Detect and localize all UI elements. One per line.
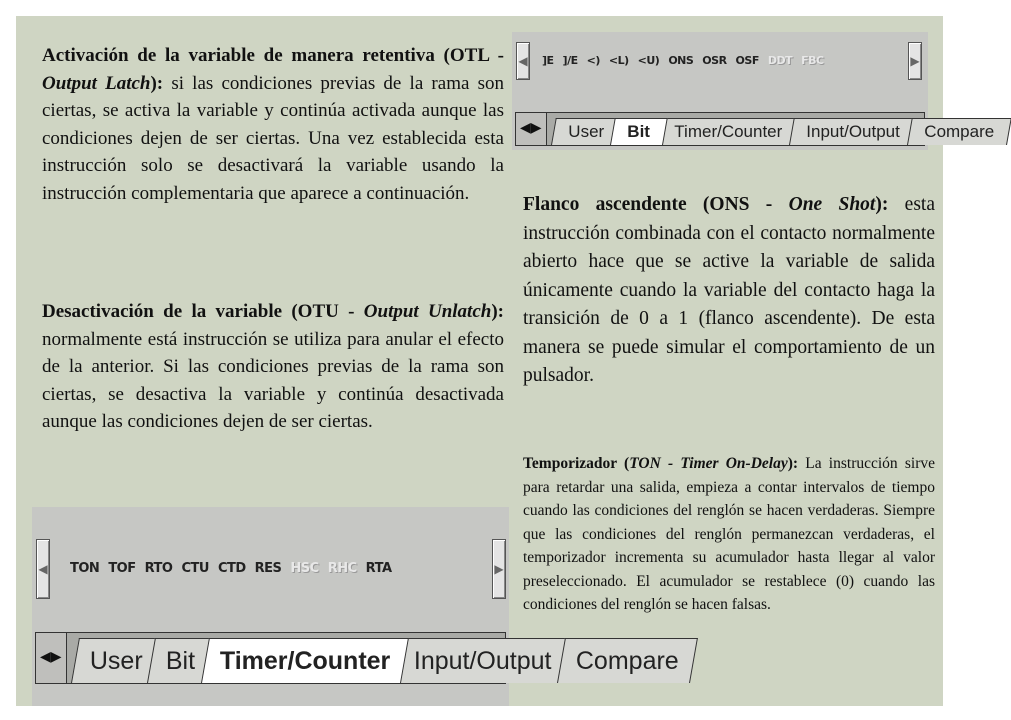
bit-instruction-row xyxy=(542,54,833,67)
tab-input-output[interactable] xyxy=(789,118,917,145)
timer-instruction-ctu-3[interactable]: CTU xyxy=(181,561,209,576)
tab-label: Compare xyxy=(924,122,994,141)
bit-instruction-e-1[interactable]: ]/E xyxy=(562,54,578,67)
bit-instruction-ddt-8[interactable]: DDT xyxy=(767,54,793,67)
ton-title-end: ): xyxy=(787,455,799,472)
tab-label: Timer/Counter xyxy=(219,647,390,675)
bit-instruction-toolbar xyxy=(512,32,994,150)
timer-tabs xyxy=(67,638,684,683)
otl-body: si las condiciones previas de la rama son ciertas, se activa la variable y continúa activada aunque las condiciones dejen de ser ciertas. Una vez establecida esta instrucción solo se desactivará la variable usando la instrucción complementaria que aparece a continuación. xyxy=(42,72,504,204)
tab-scroll-arrows[interactable] xyxy=(36,633,67,683)
bit-instruction-ons-5[interactable]: ONS xyxy=(668,54,694,67)
tab-input-output[interactable] xyxy=(395,638,571,683)
bit-tabs xyxy=(547,118,1001,145)
scroll-left-icon: ◀ xyxy=(518,54,528,68)
tab-compare[interactable] xyxy=(907,118,1011,145)
otu-paragraph xyxy=(42,298,504,436)
tab-right-icon[interactable]: ▶ xyxy=(50,650,62,665)
ons-paragraph xyxy=(523,191,935,391)
bit-instruction-e-0[interactable]: ]E xyxy=(542,54,554,67)
tab-label: User xyxy=(89,647,143,675)
otl-title-end: ): xyxy=(150,72,164,94)
ons-abbr: One Shot xyxy=(788,194,876,215)
timer-instruction-ctd-4[interactable]: CTD xyxy=(217,561,246,576)
tab-label: Compare xyxy=(575,647,679,675)
tab-scroll-arrows[interactable] xyxy=(516,113,547,145)
slide xyxy=(16,16,994,706)
scroll-right-icon: ▶ xyxy=(910,54,920,68)
tab-label: User xyxy=(567,122,604,141)
scroll-right-button[interactable] xyxy=(492,539,506,599)
ton-body: La instrucción sirve para retardar una salida, empieza a contar intervalos de tiempo cuando las condiciones del renglón se hacen verdaderas. Siempre que las condiciones del renglón permanezcan verdaderas, el temporizador incrementa su acumulador hasta llegar al valor preseleccionado. El acumulador se restablece (0) cuando las condiciones del renglón se hacen falsas. xyxy=(523,455,936,613)
otl-abbr: Output Latch xyxy=(42,72,151,94)
scroll-left-button[interactable] xyxy=(36,539,50,599)
tab-compare[interactable] xyxy=(557,638,698,683)
ons-title-end: ): xyxy=(875,194,889,215)
tab-left-icon[interactable]: ◀ xyxy=(520,121,531,136)
tab-timer-counter[interactable] xyxy=(657,118,800,145)
tab-timer-counter[interactable] xyxy=(201,638,409,683)
bit-instruction-sym-2[interactable]: <) xyxy=(586,54,600,67)
otu-title: Desactivación de la variable (OTU - xyxy=(42,301,364,322)
bit-tab-bar xyxy=(515,112,994,146)
ton-abbr: TON - Timer On-Delay xyxy=(629,455,788,472)
timer-tab-bar xyxy=(35,632,679,684)
tab-label: Input/Output xyxy=(806,122,901,141)
tab-label: Bit xyxy=(627,122,651,141)
timer-instruction-row xyxy=(70,561,401,576)
bit-instruction-u-4[interactable]: <U) xyxy=(637,54,660,67)
bit-instruction-osr-6[interactable]: OSR xyxy=(702,54,727,67)
scroll-left-icon: ◀ xyxy=(38,562,48,576)
tab-label: Bit xyxy=(166,647,196,675)
tab-left-icon[interactable]: ◀ xyxy=(40,650,51,665)
ons-body: esta instrucción combinada con el contacto normalmente abierto hace que se active la variable de salida únicamente cuando la variable del contacto haga la transición de 0 a 1 (flanco ascendente). De esta manera se puede simular el comportamiento de un pulsador. xyxy=(523,194,935,386)
bit-instruction-l-3[interactable]: <L) xyxy=(608,54,629,67)
otu-title-end: ): xyxy=(491,301,504,322)
ons-title: Flanco ascendente (ONS - xyxy=(523,194,789,215)
timer-instruction-rto-2[interactable]: RTO xyxy=(144,561,173,576)
otu-body: normalmente está instrucción se utiliza para anular el efecto de la anterior. Si las condiciones previas de la rama son ciertas, se desactiva la variable y continúa desactivada aunque las condiciones dejen de ser ciertas. xyxy=(42,328,504,432)
ton-paragraph xyxy=(523,452,935,617)
timer-instruction-rta-8[interactable]: RTA xyxy=(365,561,392,576)
timer-instruction-ton-0[interactable]: TON xyxy=(70,561,100,576)
ton-title: Temporizador ( xyxy=(523,455,630,472)
scroll-left-button[interactable] xyxy=(516,42,530,80)
tab-right-icon[interactable]: ▶ xyxy=(530,121,542,136)
otl-paragraph xyxy=(42,42,504,207)
timer-instruction-hsc-6[interactable]: HSC xyxy=(290,561,319,576)
timer-instruction-rhc-7[interactable]: RHC xyxy=(327,561,357,576)
scroll-right-icon: ▶ xyxy=(494,562,504,576)
bit-instruction-fbc-9[interactable]: FBC xyxy=(801,54,824,67)
tab-label: Input/Output xyxy=(413,647,552,675)
timer-instruction-res-5[interactable]: RES xyxy=(254,561,282,576)
bit-instruction-osf-7[interactable]: OSF xyxy=(735,54,759,67)
tab-label: Timer/Counter xyxy=(674,122,783,141)
otu-abbr: Output Unlatch xyxy=(363,301,492,322)
otl-title: Activación de la variable de manera retentiva (OTL - xyxy=(42,45,504,66)
scroll-right-button[interactable] xyxy=(908,42,922,80)
timer-instruction-tof-1[interactable]: TOF xyxy=(108,561,136,576)
tab-bit[interactable] xyxy=(610,118,667,145)
timer-instruction-toolbar xyxy=(32,507,679,706)
